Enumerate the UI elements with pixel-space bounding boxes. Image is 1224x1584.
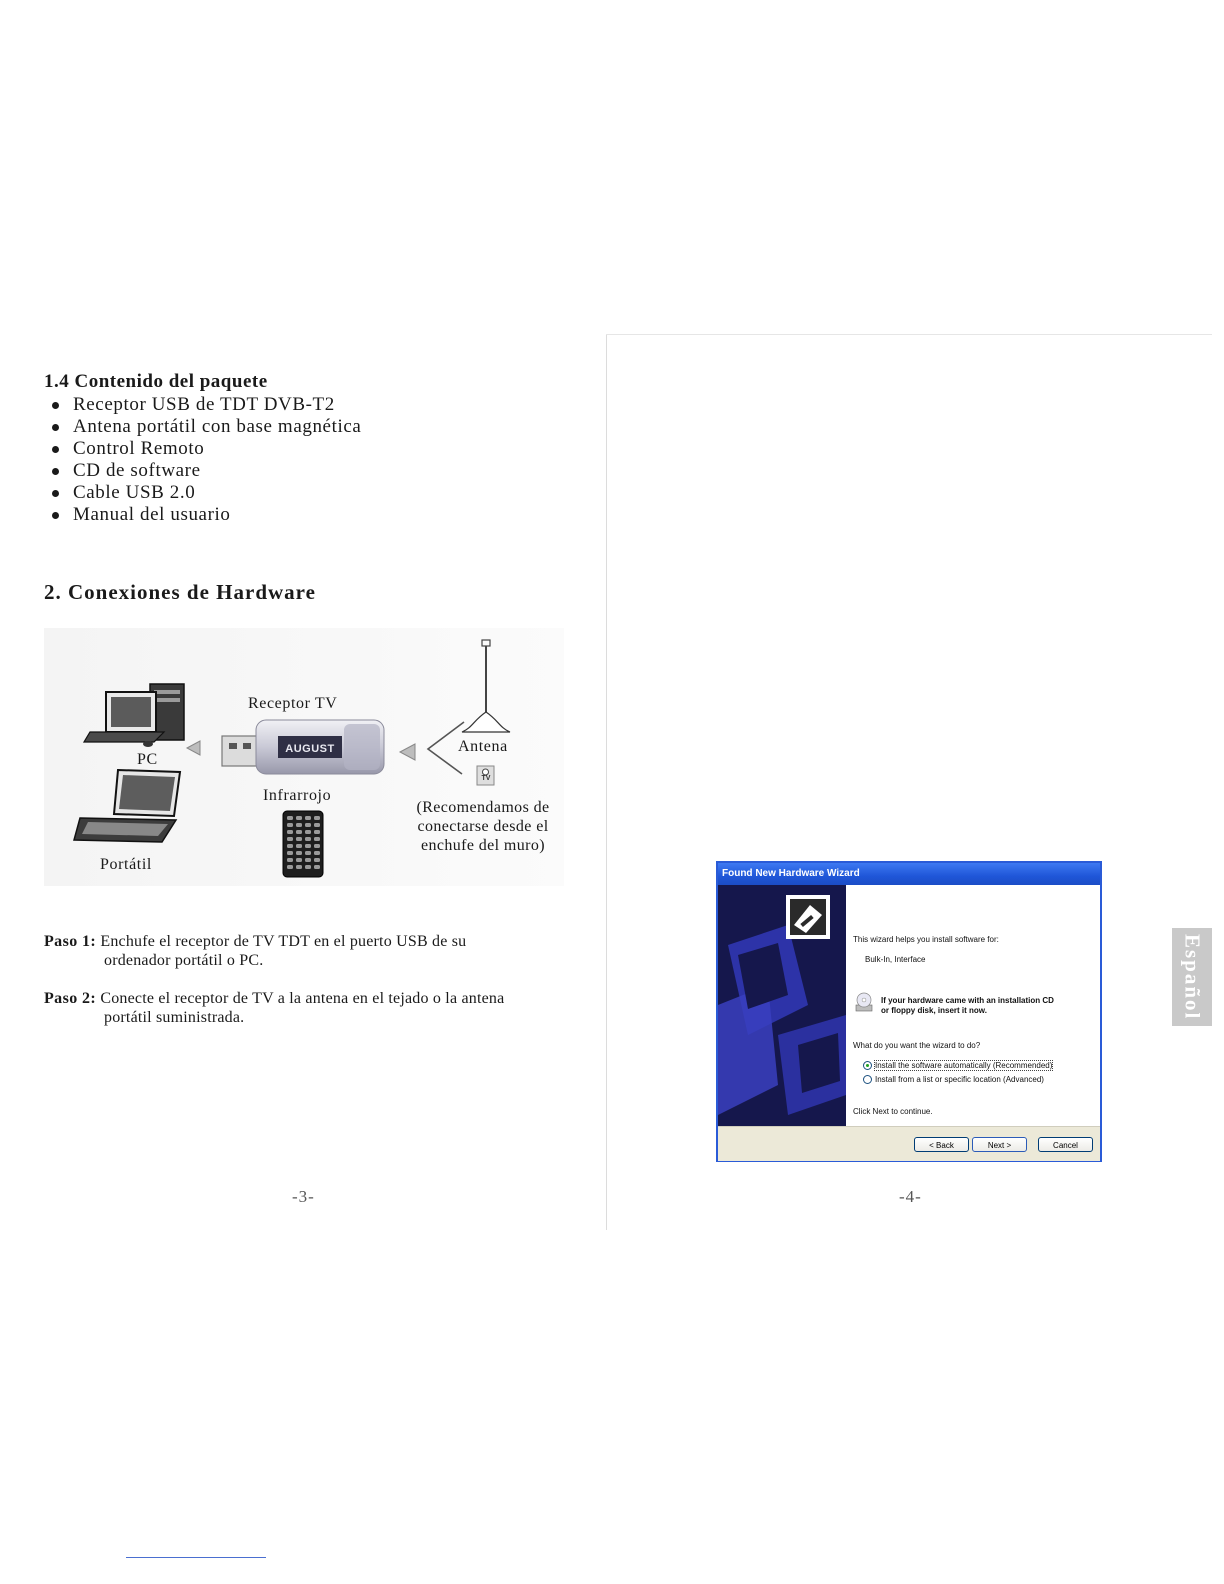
remote-key [305,844,311,848]
hardware-wizard-dialog [716,861,1102,1162]
remote-key [314,830,320,834]
laptop-label: Portátil [100,856,152,873]
note-line: (Recomendamos de [416,799,550,816]
remote-key [305,830,311,834]
wizard-intro: This wizard helps you install software for: [853,935,999,944]
step-2-text-line: Conecte el receptor de TV a la antena en el tejado o la antena [100,990,505,1007]
remote-key [314,837,320,841]
brand-logo: AUGUST [285,743,335,755]
antenna-note [406,798,560,855]
infrared-label: Infrarrojo [263,787,332,804]
wizard-cd-note-line: or floppy disk, insert it now. [881,1006,987,1015]
remote-key [305,858,311,862]
radio-install-auto[interactable] [863,1061,1052,1070]
cd-icon [853,991,875,1013]
remote-key [287,830,293,834]
language-tab-label: Español [1180,933,1205,1021]
pc-label: PC [137,751,158,768]
note-line: conectarse desde el [417,818,549,835]
remote-key [314,851,320,855]
page-divider [606,334,607,1230]
hardware-diagram [44,628,564,886]
package-contents-list [52,394,361,526]
step-1-text-line: Enchufe el receptor de TV TDT en el puerto USB de su [100,933,467,950]
tv-socket-label: TV [481,775,491,782]
wizard-content [851,885,1099,1126]
section-2-heading: 2. Conexiones de Hardware [44,580,316,604]
wizard-device-name: Bulk-In, Interface [865,955,926,964]
remote-key [314,816,320,820]
cancel-button[interactable]: Cancel [1038,1137,1093,1152]
remote-key [287,858,293,862]
remote-key [305,816,311,820]
remote-key [305,837,311,841]
note-line: enchufe del muro) [420,837,546,854]
list-item: Antena portátil con base magnética [52,416,361,438]
next-button[interactable]: Next > [972,1137,1027,1152]
wizard-body [718,885,1100,1126]
back-button[interactable]: < Back [914,1137,969,1152]
page-number-right: -4- [899,1187,922,1206]
step-2 [44,989,584,1027]
remote-key [287,823,293,827]
radio-unselected-icon[interactable] [863,1075,872,1084]
wizard-cd-note-line: If your hardware came with an installation CD [881,996,1054,1005]
bottom-rule [126,1557,266,1558]
right-page-top-border [606,334,1212,335]
remote-key [296,823,302,827]
remote-key [296,865,302,869]
remote-key [287,816,293,820]
wizard-side-graphic [718,885,846,1126]
step-1-label: Paso 1: [44,933,97,950]
step-2-label: Paso 2: [44,990,97,1007]
remote-control-icon [283,811,323,877]
language-side-tab [1172,928,1212,1026]
step-2-text-line: portátil suministrada. [104,1009,245,1026]
wizard-footer [718,1126,1100,1161]
radio-install-advanced[interactable] [863,1075,1044,1084]
remote-key [314,823,320,827]
step-1 [44,932,584,970]
list-item: Receptor USB de TDT DVB-T2 [52,394,361,416]
radio-label: Install from a list or specific location (Advanced) [875,1075,1044,1084]
remote-key [296,837,302,841]
receiver-label: Receptor TV [248,695,338,712]
remote-key [296,858,302,862]
list-item: CD de software [52,460,361,482]
remote-key [296,844,302,848]
remote-key [314,858,320,862]
remote-key [296,830,302,834]
remote-key [296,851,302,855]
list-item: Control Remoto [52,438,361,460]
radio-label: Install the software automatically (Recommended) [875,1061,1053,1070]
page-number-left: -3- [292,1187,315,1206]
wizard-banner-art [718,885,846,1126]
radio-selected-icon[interactable] [863,1061,872,1070]
list-item: Cable USB 2.0 [52,482,361,504]
remote-key [305,851,311,855]
remote-key [314,844,320,848]
remote-key [287,865,293,869]
remote-key [305,865,311,869]
antenna-label: Antena [458,738,508,755]
remote-key [287,837,293,841]
step-1-text-line: ordenador portátil o PC. [104,952,264,969]
list-item: Manual del usuario [52,504,361,526]
remote-key [314,865,320,869]
remote-key [287,844,293,848]
remote-key [296,816,302,820]
remote-key [287,851,293,855]
wizard-title: Found New Hardware Wizard [718,863,1100,885]
wizard-continue-note: Click Next to continue. [853,1107,933,1116]
wizard-question: What do you want the wizard to do? [853,1041,981,1050]
section-1-4-heading: 1.4 Contenido del paquete [44,371,268,392]
remote-key [305,823,311,827]
